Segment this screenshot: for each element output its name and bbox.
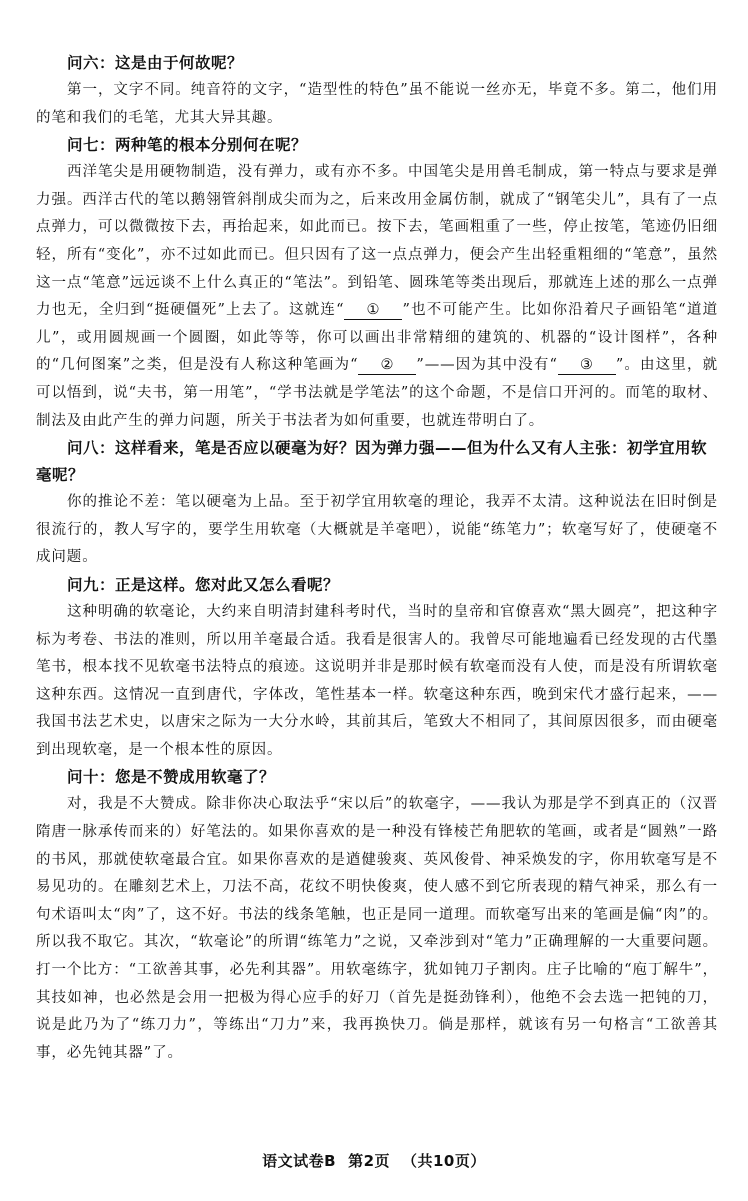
question-9: 问九：正是这样。您对此又怎么看呢？	[67, 575, 340, 594]
footer-subject: 语文试卷B	[262, 1152, 337, 1170]
footer-page: 第2页	[348, 1152, 390, 1170]
answer-10: 对，我是不大赞成。除非你决心取法乎“宋以后”的软毫字，——我认为那是学不到真正的（汉晋隋唐一脉承传而来的）好笔法的。如果你喜欢的是一种没有锋棱芒角肥软的笔画，或者是“圆熟”一路的书风，那就使软毫最合宜。如果你喜欢的是遒健骏爽、英风俊骨、神采焕发的字，你用软毫写是不易见功的。在雕刻艺术上，刀法不高，花纹不明快俊爽，使人感不到它所表现的精气神采，那么有一句术语叫太“肉”了，这不好。书法的线条笔触，也正是同一道理。而软毫写出来的笔画是偏“肉”的。所以我不取它。其次，“软毫论”的所谓“练笔力”之说，又牵涉到对“笔力”正确理解的一大重要问题。打一个比方：“工欲善其事，必先利其器”。用软毫练字，犹如钝刀子割肉。庄子比喻的“庖丁解牛”，其技如神，也必然是会用一把极为得心应手的好刀（首先是挺劲锋利），他绝不会去选一把钝的刀，说是此乃为了“练刀力”，等练出“刀力”来，我再换快刀。倘是那样，就该有另一句格言“工欲善其事，必先钝其器”了。	[36, 796, 718, 1061]
question-6: 问六：这是由于何故呢？	[67, 54, 244, 72]
answer-7-part-2: ”也不可能产生。比如你沿着尺子画铅笔“道道儿”，或用圆规画一个圆圈，如此等等，你可以画出非常精细的建筑的、机器的“设计图样”，各种的“几何图案”之类，但是没有人称这种笔画为“	[36, 302, 718, 374]
answer-9: 这种明确的软毫论，大约来自明清封建科考时代，当时的皇帝和官僚喜欢“黑大圆亮”，把这种字标为考卷、书法的准则，所以用羊毫最合适。我看是很害人的。我曾尽可能地遍看已经发现的古代墨笔书，根本找不见软毫书法特点的痕迹。这说明并非是那时候有软毫而没有人使，而是没有所谓软毫这种东西。这情况一直到唐代，字体改，笔性基本一样。软毫这种东西，晚到宋代才盛行起来，——我国书法艺术史，以唐宋之际为一大分水岭，其前其后，笔致大不相同了，其间原因很多，而由硬毫到出现软毫，是一个根本性的原因。	[36, 603, 718, 758]
page-footer	[0, 1150, 748, 1171]
answer-7	[36, 159, 718, 435]
blank-3: ③	[558, 356, 616, 375]
blank-1: ①	[344, 301, 402, 320]
question-10: 问十：您是不赞成用软毫了？	[67, 768, 276, 787]
question-7: 问七：两种笔的根本分别何在呢？	[67, 136, 308, 155]
answer-7-part-3: ”——因为其中没有“	[416, 357, 558, 374]
answer-8: 你的推论不差：笔以硬毫为上品。至于初学宜用软毫的理论，我弄不太清。这种说法在旧时倒是很流行的，教人写字的，要学生用软毫（大概就是羊毫吧），说能“练笔力”；软毫写好了，使硬毫不成问题。	[36, 494, 718, 566]
answer-6: 第一，文字不同。纯音符的文字，“造型性的特色”虽不能说一丝亦无，毕竟不多。第二，他们用的笔和我们的毛笔，尤其大异其趣。	[36, 82, 718, 126]
question-8: 问八：这样看来，笔是否应以硬毫为好？因为弹力强——但为什么又有人主张：初学宜用软毫呢？	[36, 439, 708, 485]
blank-2: ②	[358, 356, 416, 375]
answer-7-part-1: 西洋笔尖是用硬物制造，没有弹力，或有亦不多。中国笔尖是用兽毛制成，第一特点与要求是弹力强。西洋古代的笔以鹅翎管斜削成尖而为之，后来改用金属仿制，就成了“钢笔尖儿”，具有了一点点弹力，可以微微按下去，再抬起来，如此而已。按下去，笔画粗重了一些，停止按笔，笔迹仍旧细轻，所有“变化”，亦不过如此而已。但只因有了这一点点弹力，便会产生出轻重粗细的“笔意”，虽然这一点“笔意”远远谈不上什么真正的“笔法”。到铅笔、圆珠笔等类出现后，那就连上述的那么一点弹力也无，全归到“挺硬僵死”上去了。这就连“	[36, 164, 718, 319]
footer-total: （共10页）	[402, 1152, 486, 1170]
answer-7-part-4: ”。由这里，就可以悟到，说“夫书，第一用笔”，“学书法就是学笔法”的这个命题，不是信口开河的。而笔的取材、制法及由此产生的弹力问题，所关于书法者为如何重要，也就连带明白了。	[36, 357, 718, 429]
